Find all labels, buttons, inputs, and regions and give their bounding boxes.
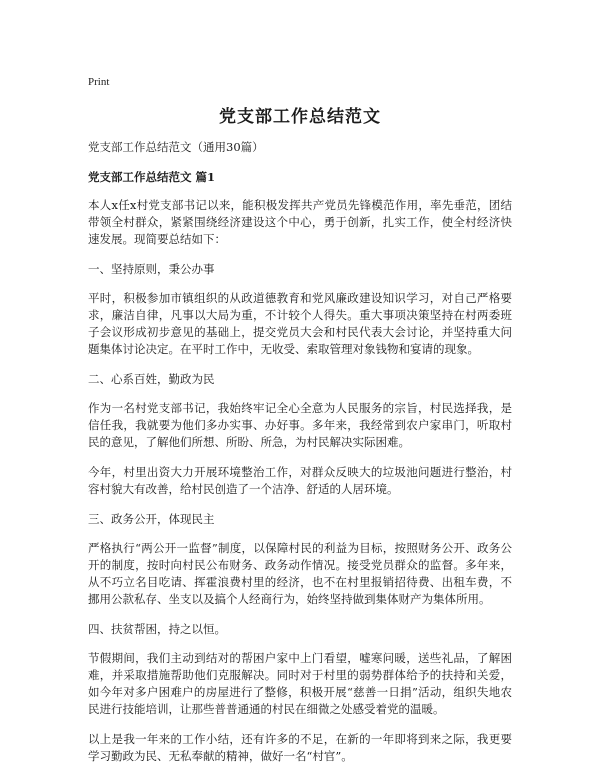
heading-4: 四、扶贫帮困，持之以恒。 [88,622,226,636]
print-link[interactable]: Print [88,76,110,88]
paragraph-conclusion: 以上是我一年来的工作小结，还有许多的不足，在新的一年即将到来之际，我更要学习勤政为民、无私奉献的精神，做好一名“村官”。 [88,732,512,763]
paragraph-1: 平时，积极参加市镇组织的从政道德教育和党风廉政建设知识学习，对自己严格要求，廉洁自律，凡事以大局为重，不计较个人得失。重大事项决策坚持在村两委班子会议形成初步意见的基础上，提交党员大会和村民代表大会讨论，并坚持重大问题集体讨论决定。在平时工作中，无收受、索取管理对象钱物和宴请的现象。 [88,291,512,356]
paragraph-2b: 今年，村里出资大力开展环境整治工作，对群众反映大的垃圾池问题进行整治，村容村貌大有改善，给村民创造了一个洁净、舒适的人居环境。 [88,465,512,496]
heading-1: 一、坚持原则，秉公办事 [88,262,215,276]
paragraph-4: 节假期间，我们主动到结对的帮困户家中上门看望，嘘寒问暖，送些礼品，了解困难，并采取措施帮助他们克服解决。同时对于村里的弱势群体给予的扶持和关爱，如今年对多户困难户的房屋进行了整修，积极开展“慈善一日捐”活动，组织失地农民进行技能培训，让那些普普通通的村民在细微之处感受着党的温暖。 [88,651,512,716]
paragraph-3: 严格执行“两公开一监督”制度，以保障村民的利益为目标，按照财务公开、政务公开的制度，按时向村民公布财务、政务动作情况。接受党员群众的监督。多年来，从不巧立名目吃请、挥霍浪费村里的经济，也不在村里报销招待费、出租车费，不挪用公款私存、坐支以及搞个人经商行为，始终坚持做到集体财产为集体所用。 [88,541,512,606]
heading-2: 二、心系百姓，勤政为民 [88,372,215,386]
document-subtitle: 党支部工作总结范文（通用30篇） [88,140,264,154]
paragraph-intro: 本人x任x村党支部书记以来，能积极发挥共产党员先锋模范作用，率先垂范，团结带领全村群众，紧紧围绕经济建设这个中心，勇于创新，扎实工作，使全村经济快速发展。现简要总结如下： [88,198,512,246]
document-title: 党支部工作总结范文 [219,107,381,127]
section-title: 党支部工作总结范文 篇1 [88,170,216,184]
paragraph-2a: 作为一名村党支部书记，我始终牢记全心全意为人民服务的宗旨，村民选择我，是信任我，我就要为他们多办实事、办好事。多年来，我经常到农户家串门，听取村民的意见，了解他们所想、所盼、所急，为村民解决实际困难。 [88,401,512,449]
heading-3: 三、政务公开，体现民主 [88,512,215,526]
